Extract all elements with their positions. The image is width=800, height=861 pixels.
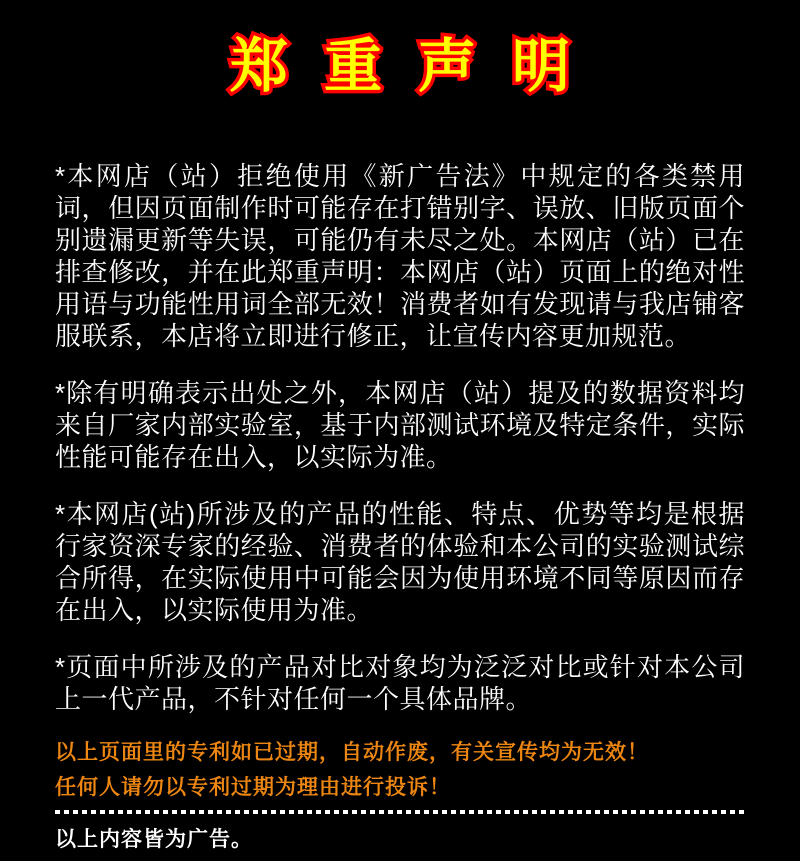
disclaimer-body xyxy=(55,160,745,715)
patent-warning-line-complaint: 任何人请勿以专利过期为理由进行投诉！ xyxy=(55,776,451,799)
page-title: 郑重声明 xyxy=(229,34,606,99)
disclaimer-paragraph-product-performance: *本网店(站)所涉及的产品的性能、特点、优势等均是根据行家资深专家的经验、消费者的体验和本公司的实验测试综合所得，在实际使用中可能会因为使用环境不同等原因而存在出入，以实际使用为准。 xyxy=(55,499,745,625)
disclaimer-paragraph-data-sources: *除有明确表示出处之外，本网店（站）提及的数据资料均来自厂家内部实验室，基于内部测试环境及特定条件，实际性能可能存在出入，以实际为准。 xyxy=(55,378,745,472)
disclaimer-paragraph-product-comparison: *页面中所涉及的产品对比对象均为泛泛对比或针对本公司上一代产品，不针对任何一个具体品牌。 xyxy=(55,652,745,714)
patent-warning-line-expired: 以上页面里的专利如已过期，自动作废，有关宣传均为无效！ xyxy=(55,741,649,764)
disclaimer-paragraph-banned-words: *本网店（站）拒绝使用《新广告法》中规定的各类禁用词，但因页面制作时可能存在打错别字、误放、旧版页面个别遗漏更新等失误，可能仍有未尽之处。本网店（站）已在排查修改，并在此郑重声明：本网店（站）页面上的绝对性用语与功能性用词全部无效！消费者如有发现请与我店铺客服联系，本店将立即进行修正，让宣传内容更加规范。 xyxy=(55,161,745,351)
ad-notice: 以上内容皆为广告。 xyxy=(55,828,253,851)
dashed-divider xyxy=(55,810,745,814)
patent-warning xyxy=(55,740,745,801)
